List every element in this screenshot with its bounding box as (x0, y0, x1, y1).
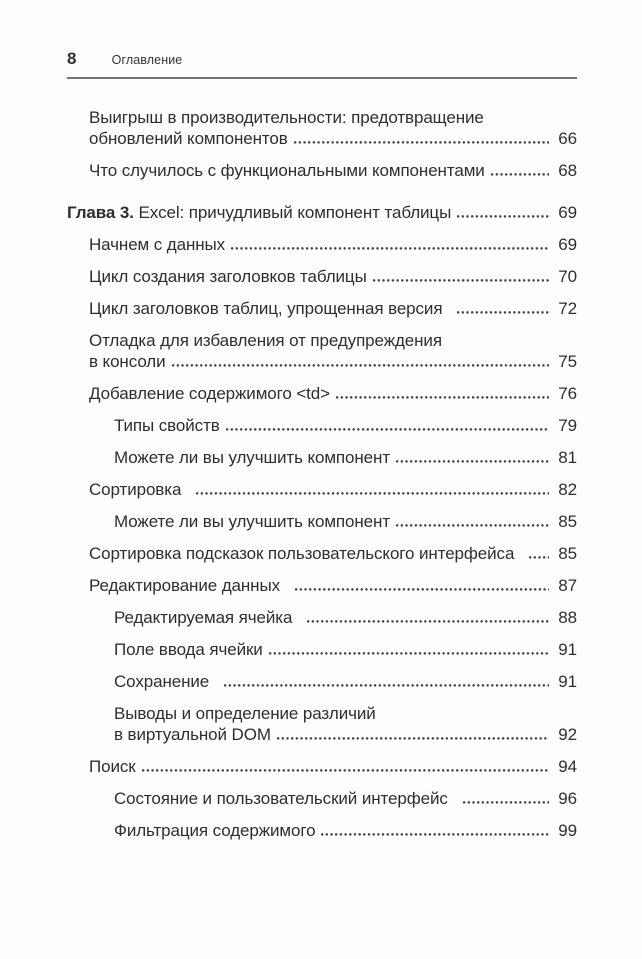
toc-entry (67, 202, 577, 223)
toc-entry-label: в виртуальной DOM (114, 725, 271, 744)
dotted-leader (457, 311, 549, 314)
toc-entry-label: Состояние и пользовательский интерфейс (114, 789, 448, 808)
toc-entry-row (114, 415, 577, 436)
toc-entry (67, 266, 577, 287)
toc-entry (67, 756, 577, 777)
toc-entry (67, 788, 577, 809)
toc-page-number: 75 (558, 352, 577, 371)
toc-entry-text-line: Отладка для избавления от предупреждения (89, 331, 442, 350)
toc-page-number: 99 (558, 821, 577, 840)
dotted-leader (373, 279, 549, 282)
toc-entry-row (67, 202, 577, 223)
toc-page-number: 69 (558, 235, 577, 254)
toc-entry-row (89, 756, 577, 777)
toc-entry-row (89, 575, 577, 596)
toc-entry-label: Редактирование данных (89, 576, 280, 595)
toc-page-number: 88 (558, 608, 577, 627)
toc-entry-label: Поиск (89, 757, 136, 776)
toc-entry (67, 511, 577, 532)
toc-entry-row (89, 234, 577, 255)
dotted-leader (196, 492, 549, 495)
toc-entry-label: Цикл создания заголовков таблицы (89, 267, 367, 286)
toc-entry (67, 298, 577, 319)
dotted-leader (295, 588, 549, 591)
dotted-leader (226, 428, 549, 431)
toc-entry (67, 575, 577, 596)
toc-entry (67, 107, 577, 149)
toc-entry-label: Можете ли вы улучшить компонент (114, 512, 391, 531)
header-rule (67, 77, 577, 79)
toc-entry-row (114, 639, 577, 660)
toc-page-number: 94 (558, 757, 577, 776)
chapter-number: Глава 3. (67, 203, 134, 222)
toc-page-number: 92 (558, 725, 577, 744)
toc-page-number: 72 (558, 299, 577, 318)
dotted-leader (231, 247, 549, 250)
toc-entry-text-line: Выигрыш в производительности: предотвращение (89, 108, 484, 127)
toc-page-number: 69 (558, 203, 577, 222)
dotted-leader (307, 620, 549, 623)
dotted-leader (294, 141, 549, 144)
toc-page-number: 79 (558, 416, 577, 435)
toc-entry-label: Редактируемая ячейка (114, 608, 293, 627)
toc-entry-row (114, 788, 577, 809)
toc-page-number: 82 (558, 480, 577, 499)
toc-entry-label: Сохранение (114, 672, 210, 691)
toc-entry-row (89, 383, 577, 404)
toc-entry-label: Начнем с данных (89, 235, 226, 254)
toc-entry-row (89, 479, 577, 500)
toc-entry-label: Глава 3. Excel: причудливый компонент таблицы (67, 203, 452, 222)
toc-entry-row (89, 266, 577, 287)
toc-entry-label: в консоли (89, 352, 166, 371)
toc-entry (67, 703, 577, 745)
toc-page-number: 76 (558, 384, 577, 403)
toc-entry (67, 415, 577, 436)
toc-page-number: 85 (558, 512, 577, 531)
dotted-leader (491, 173, 549, 176)
dotted-leader (463, 801, 549, 804)
dotted-leader (396, 460, 549, 463)
toc-entry-text-line: Выводы и определение различий (114, 704, 376, 723)
toc-entry-label: Типы свойств (114, 416, 220, 435)
dotted-leader (321, 833, 549, 836)
dotted-leader (142, 769, 549, 772)
toc-entry-row (89, 543, 577, 564)
toc-entry-label: Сортировка подсказок пользовательского интерфейса (89, 544, 515, 563)
toc-entry (67, 639, 577, 660)
toc-entry-row (114, 820, 577, 841)
toc-entry-row (89, 351, 577, 372)
toc-entry (67, 160, 577, 181)
toc-entry-row (89, 128, 577, 149)
toc-entry-row (114, 447, 577, 468)
toc-entry (67, 543, 577, 564)
toc-entry-row (114, 671, 577, 692)
toc-entry (67, 234, 577, 255)
dotted-leader (396, 524, 549, 527)
toc-page-number: 87 (558, 576, 577, 595)
toc-entry-row (89, 298, 577, 319)
toc-entry (67, 479, 577, 500)
dotted-leader (457, 215, 549, 218)
toc-entry-row (89, 160, 577, 181)
toc-page-number: 85 (558, 544, 577, 563)
dotted-leader (336, 396, 549, 399)
toc-entry (67, 820, 577, 841)
toc-entry-label: Поле ввода ячейки (114, 640, 263, 659)
toc-page-number: 68 (558, 161, 577, 180)
toc-entry-label: Добавление содержимого <td> (89, 384, 330, 403)
toc-entry (67, 330, 577, 372)
toc-entry-label: Что случилось с функциональными компонентами (89, 161, 485, 180)
running-header (67, 0, 577, 79)
dotted-leader (529, 556, 549, 559)
toc-entry-row (114, 724, 577, 745)
dotted-leader (277, 737, 549, 740)
dotted-leader (172, 364, 549, 367)
toc-entry (67, 607, 577, 628)
toc-entry-label: Цикл заголовков таблиц, упрощенная версия (89, 299, 443, 318)
toc-list (67, 107, 577, 841)
toc-page-number: 70 (558, 267, 577, 286)
dotted-leader (269, 652, 549, 655)
toc-entry-label: обновлений компонентов (89, 129, 288, 148)
toc-entry (67, 671, 577, 692)
toc-page-number: 91 (558, 672, 577, 691)
toc-entry (67, 383, 577, 404)
toc-page-number: 81 (558, 448, 577, 467)
toc-entry-label: Можете ли вы улучшить компонент (114, 448, 391, 467)
toc-entry-label: Фильтрация содержимого (114, 821, 316, 840)
dotted-leader (224, 684, 549, 687)
toc-page-number: 96 (558, 789, 577, 808)
running-header-title: Оглавление (111, 53, 183, 67)
toc-page-number: 91 (558, 640, 577, 659)
toc-entry-row (114, 511, 577, 532)
toc-entry (67, 447, 577, 468)
toc-entry-label: Сортировка (89, 480, 182, 499)
running-page-number: 8 (67, 49, 77, 68)
toc-page-number: 66 (558, 129, 577, 148)
toc-entry-row (114, 607, 577, 628)
